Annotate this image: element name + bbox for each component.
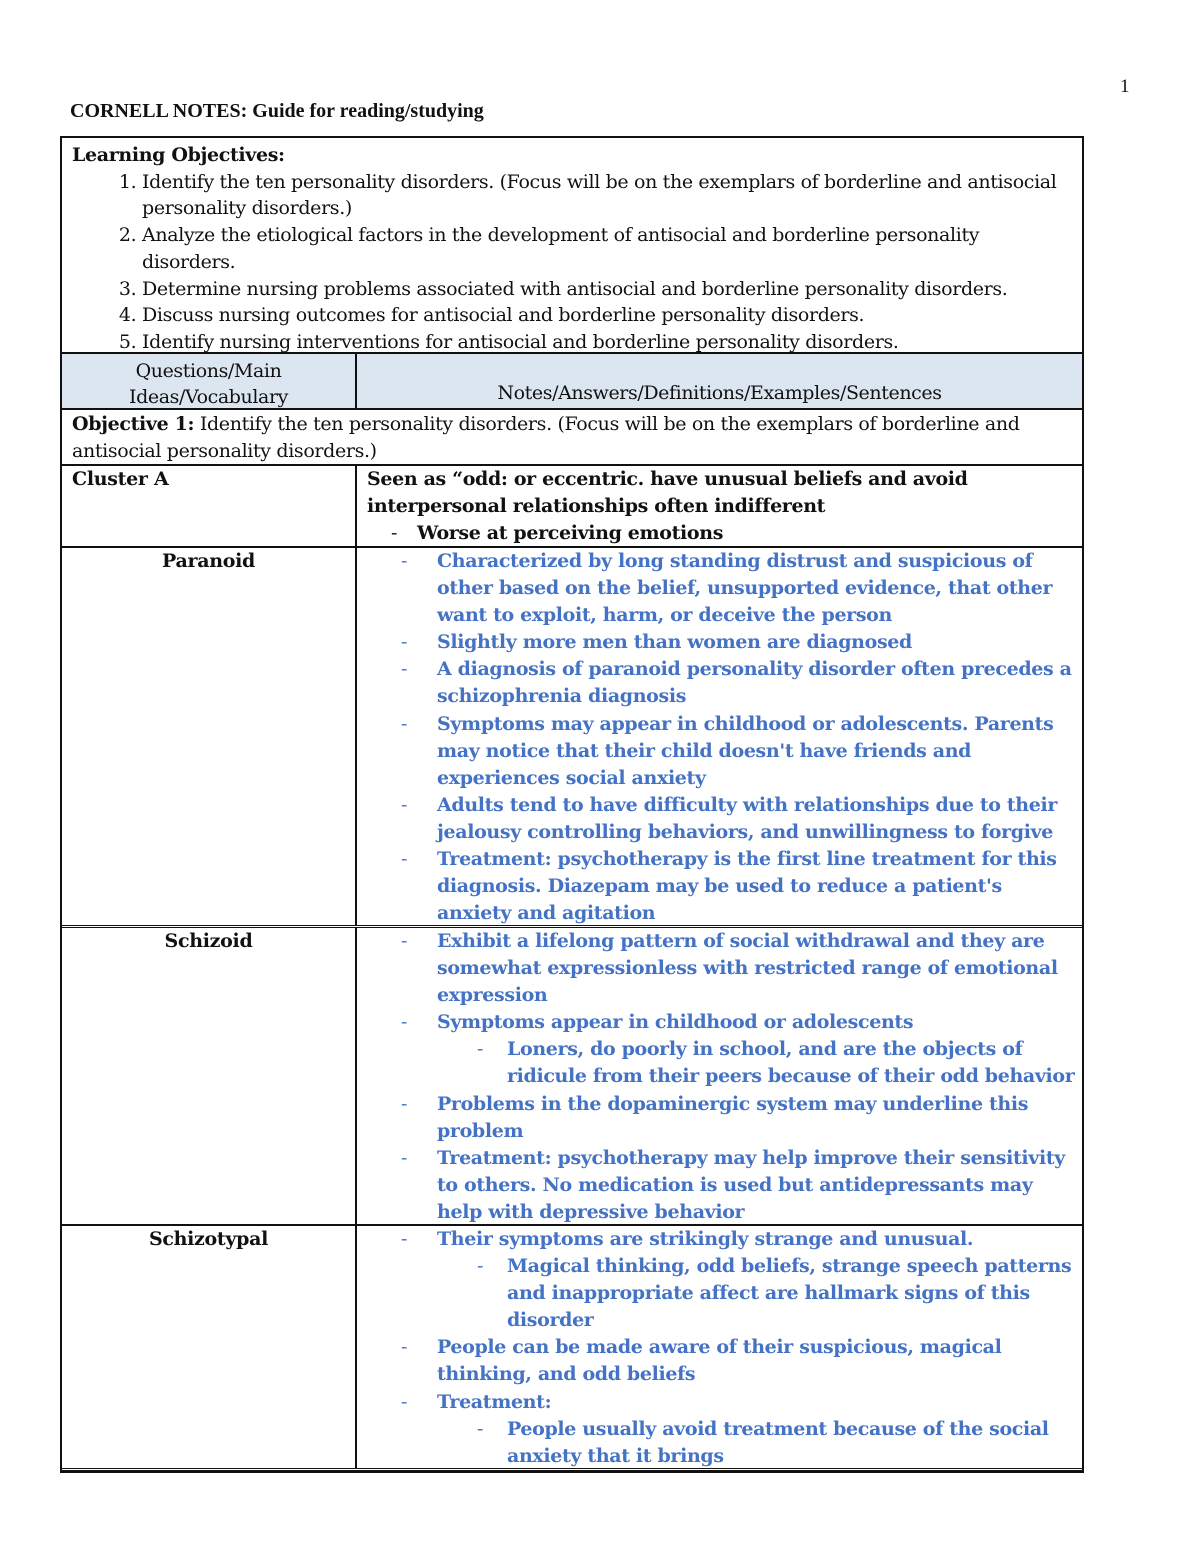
list-item: - Slightly more men than women are diagnosed [367, 629, 1082, 656]
schizoid-bullets [367, 928, 1082, 1226]
learning-objectives-list [72, 169, 1072, 354]
schizoid-label: Schizoid [62, 928, 357, 1224]
objective-item: 5. Identify nursing interventions for antisocial and borderline personality disorders. [142, 329, 1072, 354]
schizotypal-sub-bullets [437, 1253, 1082, 1334]
schizoid-sub-bullets [437, 1036, 1082, 1090]
list-item: - Worse at perceiving emotions [357, 520, 1082, 547]
list-item [367, 1226, 1082, 1334]
list-item [367, 1009, 1082, 1090]
header-text: Notes/Answers/Definitions/Examples/Sentences [497, 382, 942, 404]
sub-list-item: - People usually avoid treatment because of the social anxiety that it brings [437, 1416, 1082, 1470]
questions-column-header [62, 354, 357, 408]
objective-item: 2. Analyze the etiological factors in the development of antisocial and borderline personality disorders. [142, 222, 1072, 275]
list-item-text: Their symptoms are strikingly strange and unusual. [437, 1228, 974, 1250]
list-item: - Problems in the dopaminergic system may underline this problem [367, 1091, 1082, 1145]
cluster-a-description: Seen as “odd: or eccentric. have unusual beliefs and avoid interpersonal relationships often indifferent [367, 468, 968, 518]
cluster-a-label: Cluster A [62, 466, 357, 546]
cluster-a-bullets [357, 520, 1082, 547]
sub-list-item: - Loners, do poorly in school, and are the objects of ridicule from their peers because of their odd behavior [437, 1036, 1082, 1090]
list-item: - Adults tend to have difficulty with relationships due to their jealousy controlling behaviors, and unwillingness to forgive [367, 792, 1082, 846]
list-item [367, 1389, 1082, 1470]
cluster-a-row [62, 466, 1082, 548]
schizoid-notes [357, 928, 1082, 1224]
page-number: 1 [1120, 76, 1130, 97]
cornell-notes-table [60, 136, 1084, 1473]
cluster-a-notes [357, 466, 1082, 546]
objective-1-text: Identify the ten personality disorders. (Focus will be on the exemplars of borderline and antisocial personality disorders.) [72, 413, 1020, 462]
objective-item: 4. Discuss nursing outcomes for antisocial and borderline personality disorders. [142, 302, 1072, 329]
objective-item: 1. Identify the ten personality disorders. (Focus will be on the exemplars of borderline and antisocial personality disorders.) [142, 169, 1072, 222]
paranoid-row [62, 548, 1082, 928]
list-item-text: Treatment: [437, 1390, 552, 1413]
schizotypal-treatment-sub-bullets [437, 1416, 1082, 1470]
schizoid-row [62, 928, 1082, 1226]
list-item: - Treatment: psychotherapy may help improve their sensitivity to others. No medication is used but antidepressants may help with depressive behavior [367, 1145, 1082, 1226]
header-text: Questions/Main [135, 360, 282, 382]
document-title: CORNELL NOTES: Guide for reading/studying [70, 100, 484, 122]
list-item: - People can be made aware of their suspicious, magical thinking, and odd beliefs [367, 1334, 1082, 1388]
list-item: - A diagnosis of paranoid personality disorder often precedes a schizophrenia diagnosis [367, 656, 1082, 710]
objective-1-row [62, 410, 1082, 466]
schizotypal-notes [357, 1226, 1082, 1468]
list-item: - Symptoms may appear in childhood or adolescents. Parents may notice that their child doesn't have friends and experiences social anxiety [367, 711, 1082, 792]
schizotypal-row [62, 1226, 1082, 1471]
schizotypal-label: Schizotypal [62, 1226, 357, 1468]
objective-1-label: Objective 1: [72, 413, 195, 435]
list-item: - Characterized by long standing distrust and suspicious of other based on the belief, unsupported evidence, that other want to exploit, harm, or deceive the person [367, 548, 1082, 629]
paranoid-notes [357, 548, 1082, 925]
list-item: - Treatment: psychotherapy is the first line treatment for this diagnosis. Diazepam may be used to reduce a patient's anxiety and agitation [367, 846, 1082, 927]
learning-objectives-heading: Learning Objectives: [72, 144, 285, 166]
learning-objectives-section [62, 138, 1082, 354]
paranoid-bullets [367, 548, 1082, 927]
list-item-text: Symptoms appear in childhood or adolescents [437, 1011, 914, 1034]
objective-item: 3. Determine nursing problems associated with antisocial and borderline personality disorders. [142, 276, 1072, 303]
paranoid-label: Paranoid [62, 548, 357, 925]
notes-column-header [357, 354, 1082, 408]
list-item: - Exhibit a lifelong pattern of social withdrawal and they are somewhat expressionless with restricted range of emotional expression [367, 928, 1082, 1009]
schizotypal-bullets [367, 1226, 1082, 1470]
sub-list-item: - Magical thinking, odd beliefs, strange speech patterns and inappropriate affect are hallmark signs of this disorder [437, 1253, 1082, 1334]
column-header-row [62, 354, 1082, 410]
header-text: Ideas/Vocabulary [129, 386, 288, 408]
